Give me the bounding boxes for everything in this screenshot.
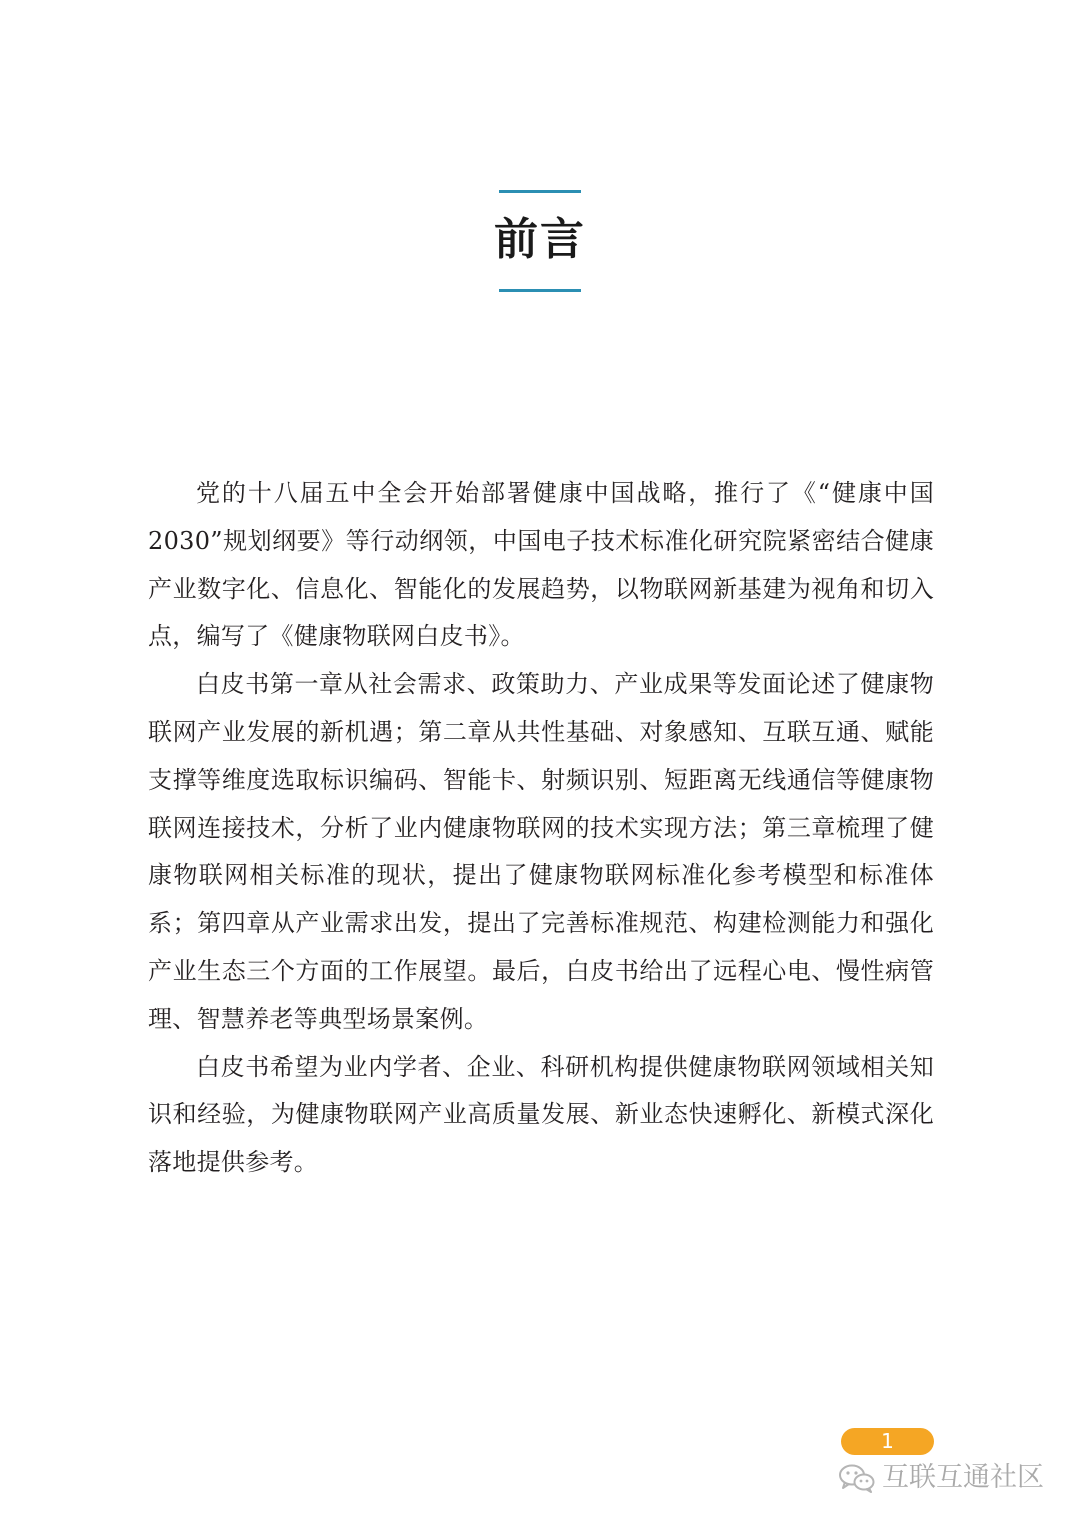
page-title: 前言 (494, 214, 586, 265)
title-rule-bottom (499, 289, 581, 292)
paragraph-2: 白皮书第一章从社会需求、政策助力、产业成果等发面论述了健康物联网产业发展的新机遇；第二章从共性基础、对象感知、互联互通、赋能支撑等维度选取标识编码、智能卡、射频识别、短距离无线通信等健康物联网连接技术，分析了业内健康物联网的技术实现方法；第三章梳理了健康物联网相关标准的现状，提出了健康物联网标准化参考模型和标准体系；第四章从产业需求出发，提出了完善标准规范、构建检测能力和强化产业生态三个方面的工作展望。最后，白皮书给出了远程心电、慢性病管理、智慧养老等典型场景案例。 (148, 670, 934, 1033)
page-number-badge: 1 (841, 1428, 934, 1455)
watermark (838, 1460, 1044, 1496)
watermark-text: 互联互通社区 (882, 1462, 1044, 1493)
paragraph-1: 党的十八届五中全会开始部署健康中国战略，推行了《“健康中国2030”规划纲要》等行动纲领，中国电子技术标准化研究院紧密结合健康产业数字化、信息化、智能化的发展趋势，以物联网新基建为视角和切入点，编写了《健康物联网白皮书》。 (148, 479, 934, 651)
paragraph-3: 白皮书希望为业内学者、企业、科研机构提供健康物联网领域相关知识和经验，为健康物联网产业高质量发展、新业态快速孵化、新模式深化落地提供参考。 (148, 1052, 934, 1177)
title-rule-top (499, 190, 581, 193)
wechat-icon (838, 1463, 876, 1493)
preface-body (148, 470, 934, 1187)
